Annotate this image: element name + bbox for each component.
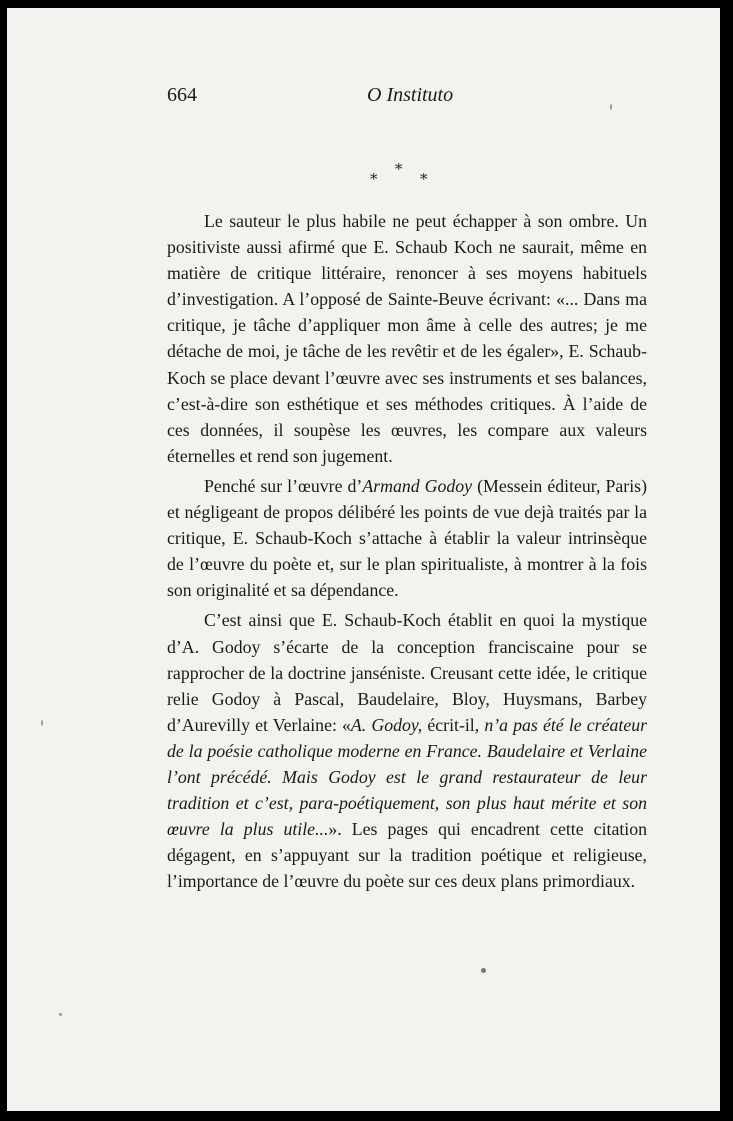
article-body [167,208,647,898]
book-author-italic: Armand Godoy [362,475,473,496]
running-title: O Instituto [367,84,454,106]
book-page [7,8,720,1111]
paragraph-2-text-a: Penché sur l’œuvre d’ [204,475,363,496]
paragraph-3 [167,607,647,894]
quotation-italic: n’a pas été le créateur de la poésie catholique moderne en France. Baudelaire et Verlaine l’ont précédé. Mais Godoy est le grand restaurateur de leur tradition et c’est, para-poétiquement, son plus haut mérite et son œuvre la plus utile... [167,714,648,840]
scan-speck [59,1013,62,1016]
scan-speck [481,968,486,973]
page-number: 664 [167,84,197,106]
section-asterism [7,160,720,190]
paragraph-3-text-b: écrit-il, [422,714,485,735]
paragraph-2-text-b: (Messein éditeur, Paris) et négligeant de propos délibéré les points de vue dejà traités par la critique, E. Schaub-Koch s’attache à établir la valeur intrinsèque de l’œuvre du poète et, sur le plan spiritualiste, à montrer à la fois son originalité et sa dépendance. [167,475,647,601]
paragraph-2 [167,473,647,603]
page-header [7,84,720,114]
asterism-star-top: * [395,160,403,178]
paragraph-3-text-c: ». Les pages qui encadrent cette citation dégagent, en s’appuyant sur la tradition poétique et religieuse, l’importance de l’œuvre du poète sur ces deux plans primordiaux. [167,819,647,892]
paragraph-1 [167,208,647,469]
scan-mark [610,104,612,110]
asterism-star-right: * [420,170,428,188]
paragraph-3-text-a: C’est ainsi que E. Schaub-Koch établit en quoi la mystique d’A. Godoy s’écarte de la conception franciscaine pour se rapprocher de la doctrine janséniste. Creusant cette idée, le critique relie Godoy à Pascal, Baudelaire, Bloy, Huysmans, Barbey d’Aurevilly et Verlaine: « [167,610,647,735]
scan-mark [41,720,43,726]
quote-author-italic: A. Godoy, [350,714,423,735]
asterism-star-left: * [370,170,378,188]
paragraph-1-text: Le sauteur le plus habile ne peut échapper à son ombre. Un positiviste aussi afirmé que E. Schaub Koch ne saurait, même en matière de critique littéraire, renoncer à ses moyens habituels d’investigation. A l’opposé de Sainte-Beuve écrivant: «... Dans ma critique, je tâche d’appliquer mon âme à celle des autres; je me détache de moi, je tâche de les revêtir et de les égaler», E. Schaub-Koch se place devant l’œuvre avec ses instruments et ses balances, c’est-à-dire son esthétique et ses méthodes critiques. À l’aide de ces données, il soupèse les œuvres, les compare aux valeurs éternelles et rend son jugement. [167,211,647,466]
